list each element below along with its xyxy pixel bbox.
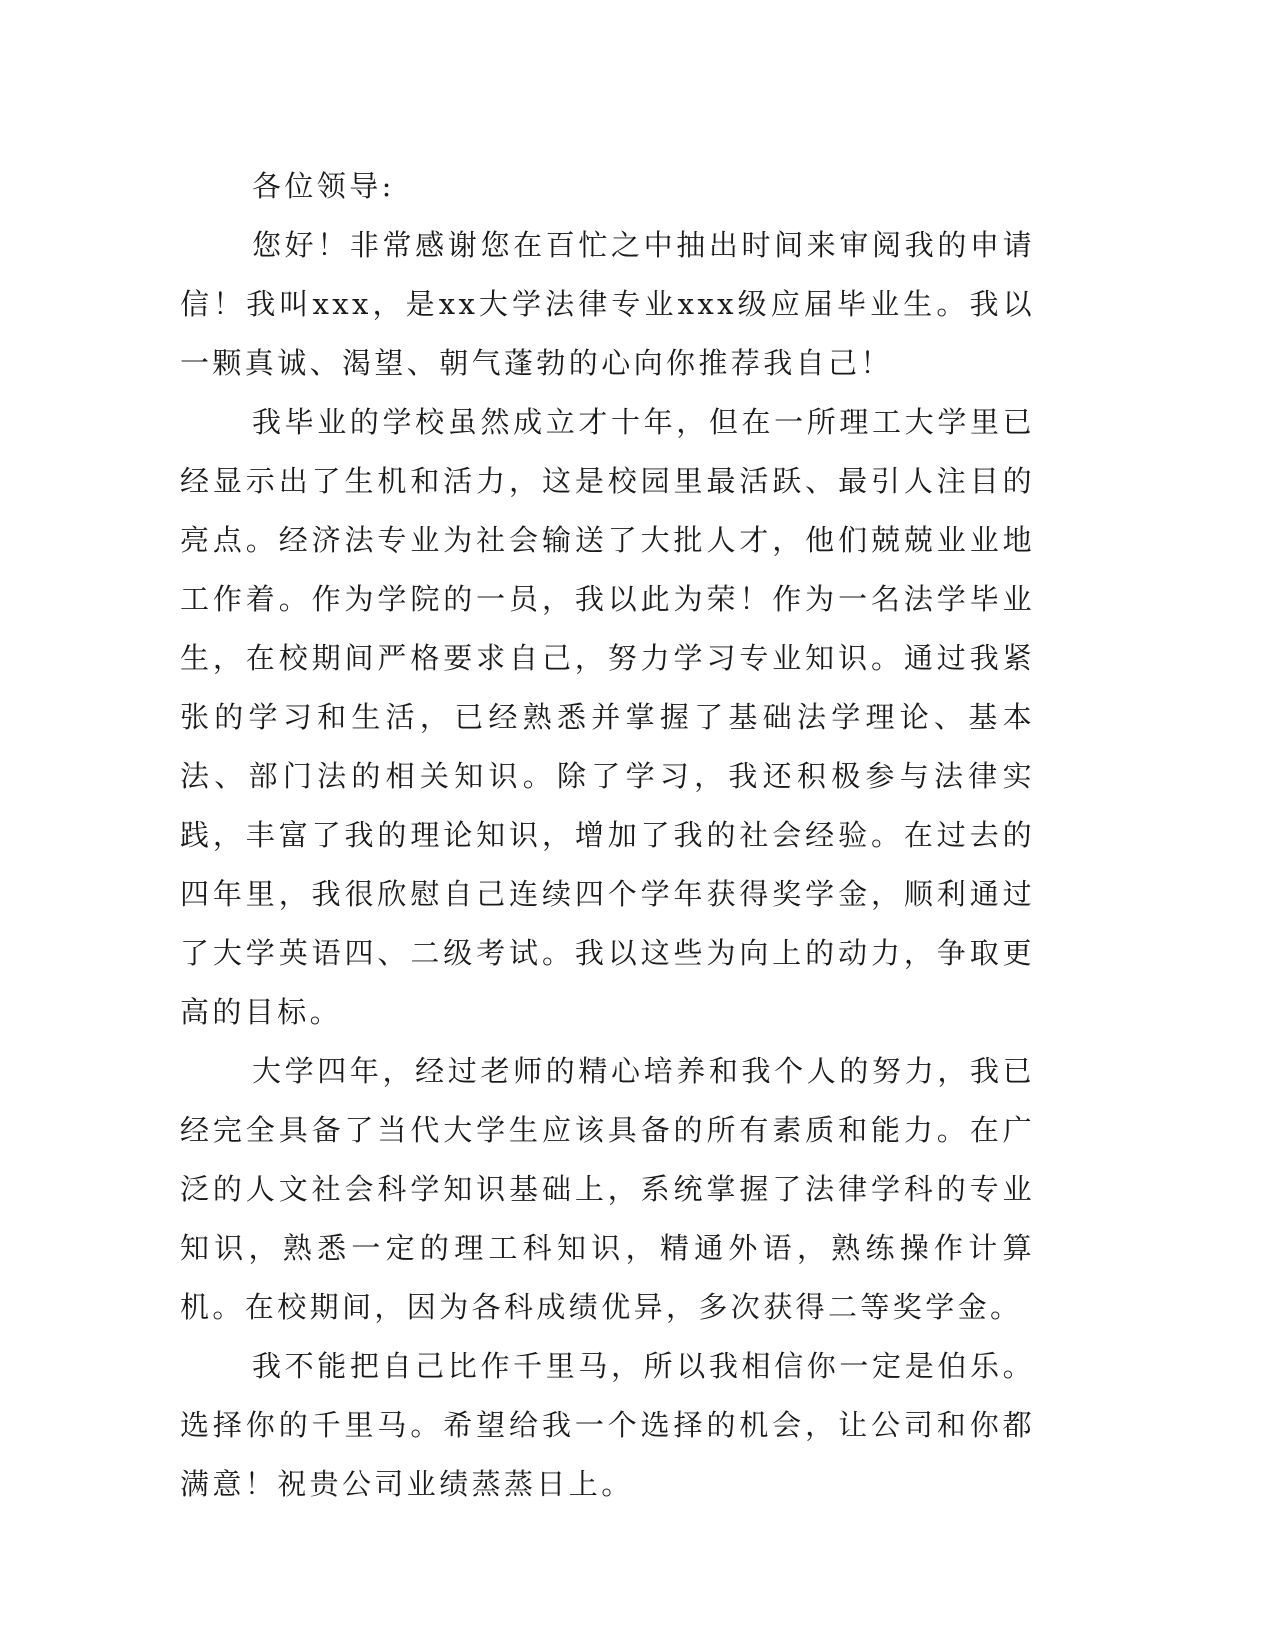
- letter-body: [180, 157, 1035, 1514]
- paragraph-closing: 我不能把自己比作千里马，所以我相信你一定是伯乐。选择你的千里马。希望给我一个选择的机会，让公司和你都满意！祝贵公司业绩蒸蒸日上。: [180, 1349, 1035, 1501]
- paragraph-abilities: 大学四年，经过老师的精心培养和我个人的努力，我已经完全具备了当代大学生应该具备的所有素质和能力。在广泛的人文社会科学知识基础上，系统掌握了法律学科的专业知识，熟悉一定的理工科知识，精通外语，熟练操作计算机。在校期间，因为各科成绩优异，多次获得二等奖学金。: [180, 1054, 1035, 1324]
- salutation: 各位领导:: [252, 169, 395, 203]
- paragraph-greeting: 您好！非常感谢您在百忙之中抽出时间来审阅我的申请信！我叫xxx，是xx大学法律专业xxx级应届毕业生。我以一颗真诚、渴望、朝气蓬勃的心向你推荐我自己！: [180, 228, 1035, 380]
- paragraph-school: 我毕业的学校虽然成立才十年，但在一所理工大学里已经显示出了生机和活力，这是校园里最活跃、最引人注目的亮点。经济法专业为社会输送了大批人才，他们兢兢业业地工作着。作为学院的一员，我以此为荣！作为一名法学毕业生，在校期间严格要求自己，努力学习专业知识。通过我紧张的学习和生活，已经熟悉并掌握了基础法学理论、基本法、部门法的相关知识。除了学习，我还积极参与法律实践，丰富了我的理论知识，增加了我的社会经验。在过去的四年里，我很欣慰自己连续四个学年获得奖学金，顺利通过了大学英语四、二级考试。我以这些为向上的动力，争取更高的目标。: [180, 405, 1035, 1029]
